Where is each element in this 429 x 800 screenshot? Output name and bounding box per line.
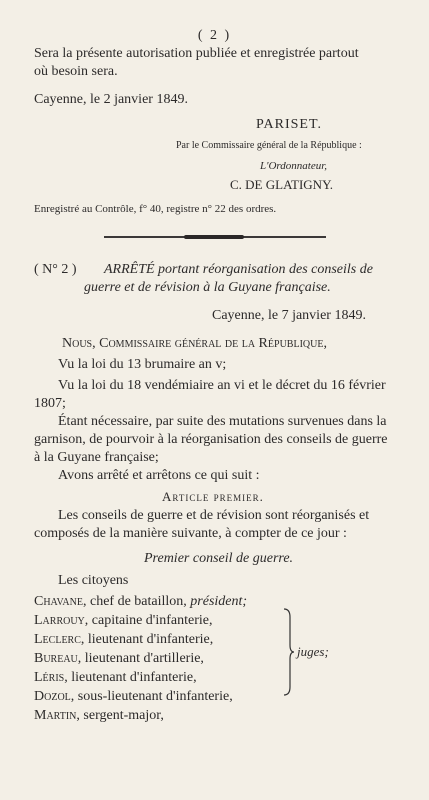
registration-note: Enregistré au Contrôle, f° 40, registre n° 22 des ordres. (34, 203, 277, 215)
member-role: , sergent-major, (76, 708, 164, 723)
etant-line-3: à la Guyane française; (34, 450, 159, 465)
page-number: ( 2 ) (197, 28, 232, 43)
preamble: Nous, Commissaire général de la République, (62, 336, 327, 351)
arrete-heading-line-1: ARRÊTÉ portant réorganisation des conseils de (104, 262, 373, 277)
signature-caption: Par le Commissaire général de la République : (176, 140, 362, 151)
member-row (34, 708, 164, 724)
signature-pariset: PARISET. (256, 117, 322, 132)
avons-line: Avons arrêté et arrêtons ce qui suit : (58, 468, 260, 483)
member-role: , sous-lieutenant d'infanterie, (70, 689, 233, 704)
arrete-heading-line-2: guerre et de révision à la Guyane française. (84, 280, 331, 295)
top-line-2: où besoin sera. (34, 64, 118, 79)
top-line-1: Sera la présente autorisation publiée et enregistrée partout (34, 46, 359, 61)
conseil-title: Premier conseil de guerre. (144, 551, 294, 566)
brace-icon (282, 607, 294, 697)
vu-2-line-1: Vu la loi du 18 vendémiaire an vi et le décret du 16 février (58, 378, 386, 393)
signature-glatigny: C. DE GLATIGNY. (230, 177, 334, 192)
member-row (34, 613, 212, 629)
member-name: Léris (34, 670, 65, 685)
member-role: , lieutenant d'infanterie, (64, 670, 197, 685)
dateline-2: Cayenne, le 7 janvier 1849. (212, 308, 366, 323)
article-line-2: composés de la manière suivante, à compter de ce jour : (34, 526, 347, 541)
citoyens-label: Les citoyens (58, 573, 129, 588)
member-extra: président; (190, 594, 248, 609)
ordonnateur-role: L'Ordonnateur, (260, 160, 328, 172)
dateline-1: Cayenne, le 2 janvier 1849. (34, 92, 188, 107)
member-name: Larrouy (34, 613, 85, 628)
vu-1: Vu la loi du 13 brumaire an v; (58, 357, 227, 372)
member-role: , lieutenant d'infanterie, (80, 632, 214, 647)
member-row (34, 689, 233, 705)
member-row (34, 670, 197, 686)
member-name: Bureau (34, 651, 78, 666)
arrete-number: ( N° 2 ) (34, 262, 77, 277)
vu-2-line-2: 1807; (34, 396, 66, 411)
member-row (34, 632, 213, 648)
article-title: Article premier. (162, 489, 264, 504)
etant-line-1: Étant nécessaire, par suite des mutations survenues dans la (58, 414, 387, 429)
member-name: Chavane (34, 594, 83, 609)
member-name: Leclerc (34, 632, 81, 647)
section-divider (104, 236, 326, 238)
member-role: , chef de bataillon, (82, 594, 191, 609)
member-role: , lieutenant d'artillerie, (77, 651, 204, 666)
member-role: , capitaine d'infanterie, (84, 613, 213, 628)
member-name: Martin (34, 708, 77, 723)
member-row (34, 651, 204, 667)
etant-line-2: garnison, de pourvoir à la réorganisation des conseils de guerre (34, 432, 388, 447)
member-name: Dozol (34, 689, 71, 704)
juges-label: juges; (297, 644, 329, 659)
article-line-1: Les conseils de guerre et de révision sont réorganisés et (58, 508, 370, 523)
member-row (34, 594, 247, 610)
